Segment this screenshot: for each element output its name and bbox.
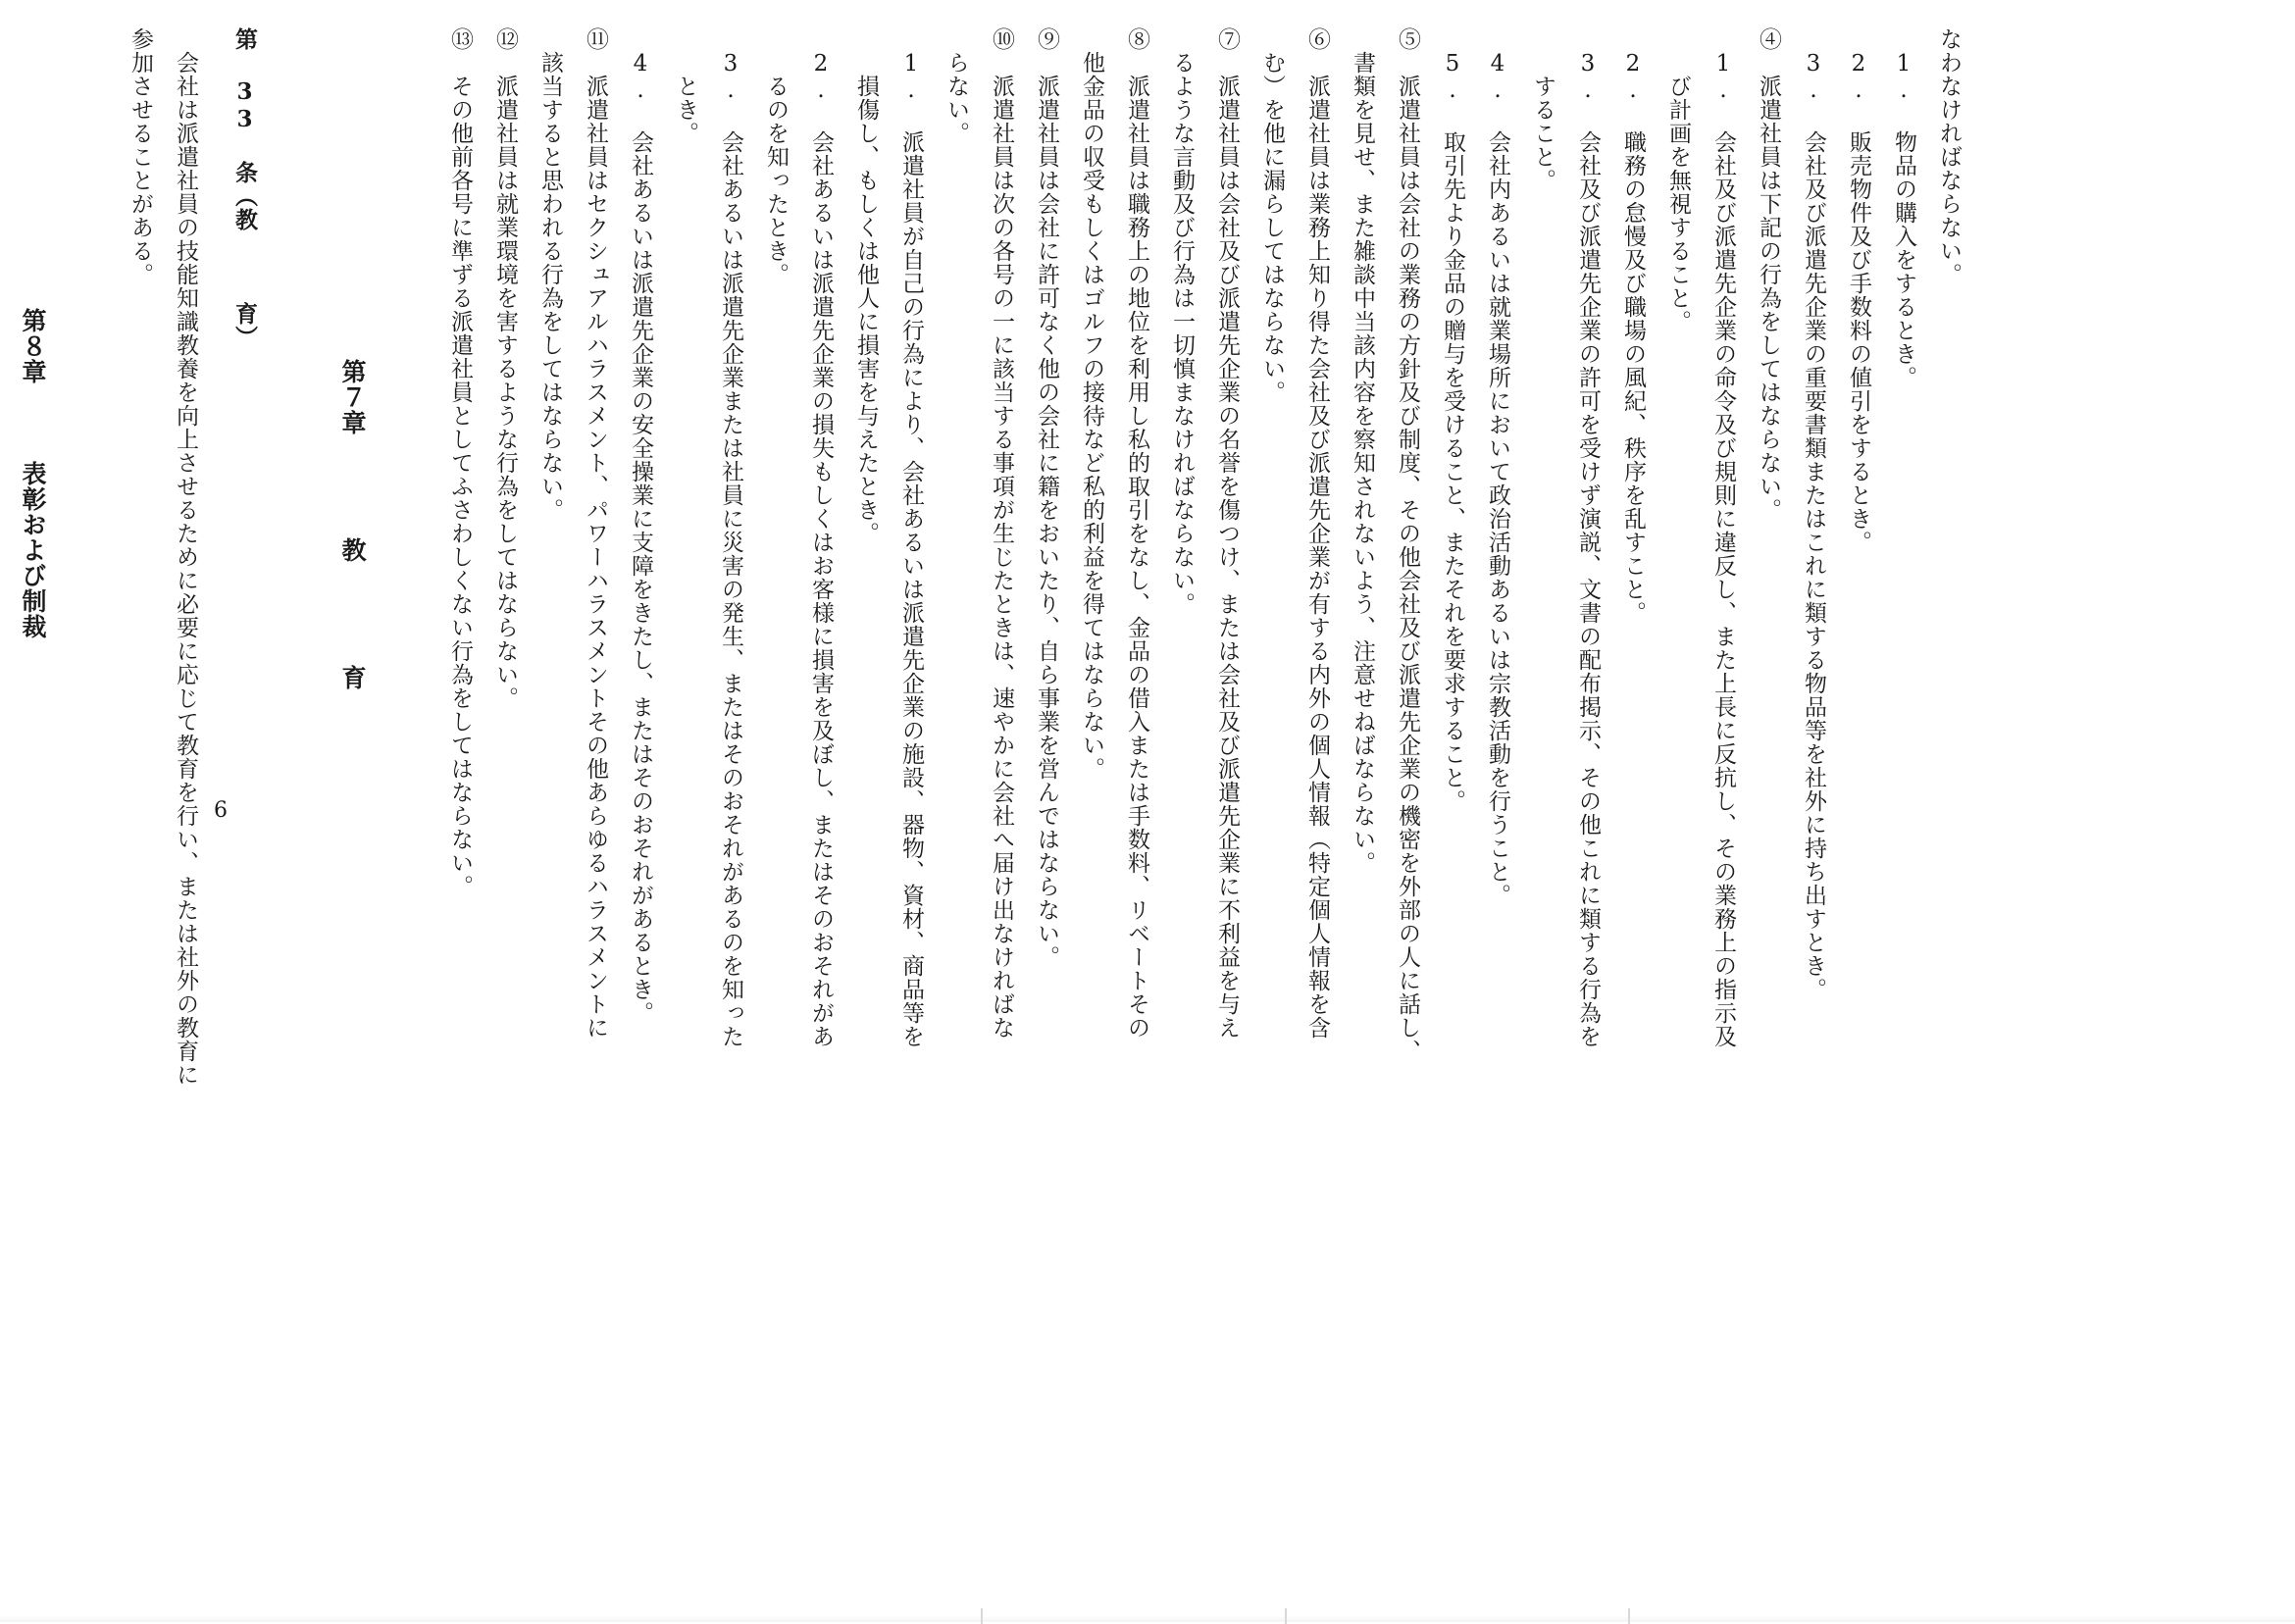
text-line: 他金品の収受もしくはゴルフの接待など私的利益を得てはならない。 <box>1079 27 1104 781</box>
text-line: 1. 物品の購入をするとき。 <box>1891 27 1916 389</box>
text-line: 損傷し、もしくは他人に損害を与えたとき。 <box>853 27 879 545</box>
text-line: ⑨ 派遣社員は会社に許可なく他の会社に籍をおいたり、自ら事業を営んではならない。 <box>1034 27 1059 969</box>
text-line: 3. 会社及び派遣先企業の重要書類またはこれに類する物品等を社外に持ち出すとき。 <box>1801 27 1826 1001</box>
text-line: ⑫ 派遣社員は就業環境を害するような行為をしてはならない。 <box>492 27 518 710</box>
text-line: 参加させることがある。 <box>128 27 153 286</box>
text-line: 2. 職務の怠慢及び職場の風紀、秩序を乱すこと。 <box>1620 27 1646 625</box>
text-line: ⑧ 派遣社員は職務上の地位を利用し私的取引をなし、金品の借入または手数料、リベートその <box>1124 27 1149 1040</box>
text-line: るのを知ったとき。 <box>763 27 789 286</box>
page-number: 6 <box>214 798 228 823</box>
text-line: 1. 会社及び派遣先企業の命令及び規則に違反し、また上長に反抗し、その業務上の指示及 <box>1710 27 1736 1048</box>
text-line: なわなければならない。 <box>1936 27 1962 286</box>
text-line: 該当すると思われる行為をしてはならない。 <box>537 27 563 522</box>
text-line: ⑩ 派遣社員は次の各号の一に該当する事項が生じたときは、速やかに会社へ届け出なければな <box>989 27 1014 1040</box>
text-line: ⑤ 派遣社員は会社の業務の方針及び制度、その他会社及び派遣先企業の機密を外部の人に話し、 <box>1395 27 1420 1063</box>
text-line: び計画を無視すること。 <box>1665 27 1691 333</box>
text-line: ⑥ 派遣社員は業務上知り得た会社及び派遣先企業が有する内外の個人情報（特定個人情報を含 <box>1304 27 1330 1040</box>
text-line: すること。 <box>1530 27 1556 192</box>
text-line: らない。 <box>944 27 969 145</box>
text-line: 会社は派遣社員の技能知識教養を向上させるために必要に応じて教育を行い、または社外の教育に <box>173 27 198 1087</box>
text-line: 4. 会社あるいは派遣先企業の安全操業に支障をきたし、またはそのおそれがあるとき。 <box>628 27 653 1025</box>
text-line: 4. 会社内あるいは就業場所において政治活動あるいは宗教活動を行うこと。 <box>1485 27 1510 907</box>
text-line: 書類を見せ、また雑談中当該内容を察知されないよう、注意せねばならない。 <box>1350 27 1375 875</box>
text-line: とき。 <box>673 27 698 145</box>
text-line: ⑪ 派遣社員はセクシュアルハラスメント、パワーハラスメントその他あらゆるハラスメントに <box>583 27 608 1040</box>
text-line: ⑦ 派遣社員は会社及び派遣先企業の名誉を傷つけ、または会社及び派遣先企業に不利益を与え <box>1214 27 1240 1040</box>
text-line: む）を他に漏らしてはならない。 <box>1259 27 1285 404</box>
text-line: 2. 会社あるいは派遣先企業の損失もしくはお客様に損害を及ぼし、またはそのおそれがあ <box>808 27 834 1048</box>
text-line: 2. 販売物件及び手数料の値引をするとき。 <box>1846 27 1871 554</box>
chapter-title: 第８章 表彰および制裁 <box>19 27 47 639</box>
text-line: 5. 取引先より金品の贈与を受けること、またそれを要求すること。 <box>1440 27 1465 813</box>
text-line: 3. 会社及び派遣先企業の許可を受けず演説、文書の配布掲示、その他これに類する行為を <box>1575 27 1601 1048</box>
text-line: 1. 派遣社員が自己の行為により、会社あるいは派遣先企業の施設、器物、資材、商品等を <box>898 27 924 1048</box>
text-line: るような言動及び行為は一切慎まなければならない。 <box>1169 27 1195 616</box>
article-heading: 第 33 条（教 育） <box>231 27 258 349</box>
chapter-title: 第７章 教 育 <box>338 27 367 690</box>
text-line: ④ 派遣社員は下記の行為をしてはならない。 <box>1756 27 1781 522</box>
scan-bottom-edge <box>0 1616 2295 1622</box>
text-line: 3. 会社あるいは派遣先企業または社員に災害の発生、またはそのおそれがあるのを知った <box>718 27 743 1048</box>
text-line: ⑬ その他前各号に準ずる派遣社員としてふさわしくない行為をしてはならない。 <box>447 27 473 898</box>
